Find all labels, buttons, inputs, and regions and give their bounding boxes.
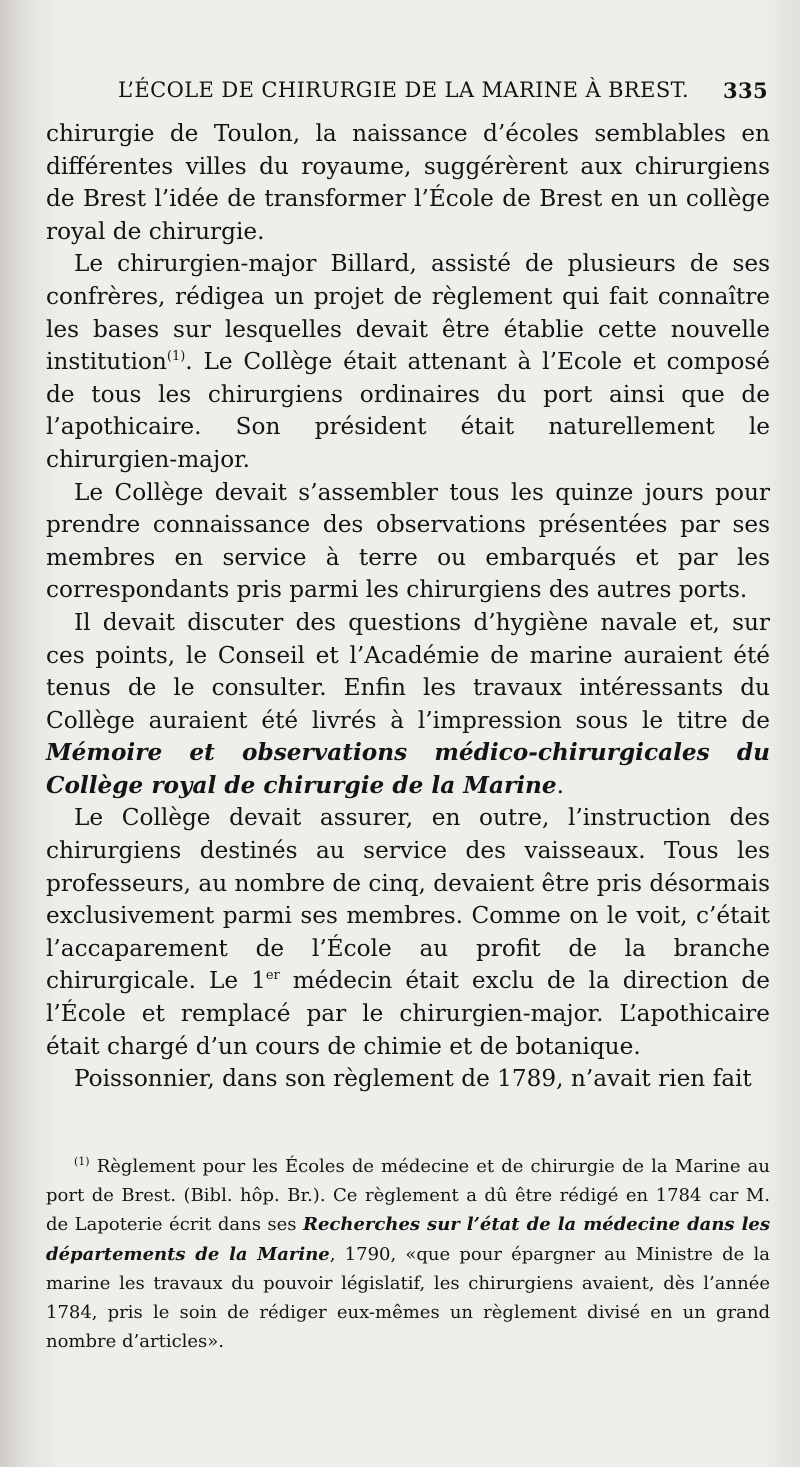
paragraph-2 — [46, 248, 770, 476]
paragraph-5-text-a: Le Collège devait assurer, en outre, l’instruction des chirurgiens destinés au service des vaisseaux. Tous les professeurs, au nombre de cinq, devaient être pris désormais exclusivement parmi ses membres. Comme on le voit, c’était l’accaparement de l’École au profit de la branche chirurgicale. Le 1 — [46, 804, 770, 995]
paragraph-4-text-a: Il devait discuter des questions d’hygiène navale et, sur ces points, le Conseil et l’Académie de marine auraient été tenus de le consulter. Enfin les travaux intéressants du Collège auraient été livrés à l’impression sous le titre de — [46, 608, 770, 734]
ordinal-superscript: er — [265, 968, 280, 984]
footnote-cited-title: Recherches sur l’état de la médecine dans les départements de la Marine — [46, 1214, 770, 1265]
paragraph-1: chirurgie de Toulon, la naissance d’écoles semblables en différentes villes du royaume, suggérèrent aux chirurgiens de Brest l’idée de transformer l’École de Brest en un collège royal de chirurgie. — [46, 120, 770, 245]
footnotes — [46, 1152, 770, 1356]
paragraph-2-text-a: Le chirurgien-major Billard, assisté de plusieurs de ses confrères, rédigea un projet de règlement qui fait connaître les bases sur lesquelles devait être établie cette nouvelle institution — [46, 250, 770, 376]
paragraph-6: Poissonnier, dans son règlement de 1789, n’avait rien fait — [74, 1065, 752, 1093]
page-header — [118, 78, 768, 108]
publication-title: Mémoire et observations médico-chirurgicales du Collège royal de chirurgie de la Marine — [46, 739, 770, 799]
paragraph-5 — [46, 802, 770, 1063]
paragraph-5-text-b: médecin était exclu de la direction de l’École et remplacé par le chirurgien-major. L’apothicaire était chargé d’un cours de chimie et de botanique. — [46, 967, 770, 1060]
footnote-text-a: Règlement pour les Écoles de médecine et de chirurgie de la Marine au port de Brest. (Bibl. hôp. Br.). Ce règlement a dû être rédigé en 1784 car M. de Lapoterie écrit dans ses — [46, 1156, 770, 1236]
paragraph-2-text-b: . Le Collège était attenant à l’Ecole et composé de tous les chirurgiens ordinaires du port ainsi que de l’apothicaire. Son président était naturellement le chirurgien-major. — [46, 348, 770, 473]
paragraph-4 — [46, 607, 770, 803]
page-number: 335 — [722, 78, 768, 103]
footnote-reference: (1) — [166, 349, 186, 365]
footnote-1 — [46, 1152, 770, 1356]
footnote-text-b: , 1790, «que pour épargner au Ministre de la marine les travaux du pouvoir législatif, les chirurgiens avaient, dès l’année 1784, pris le soin de rédiger eux-mêmes un règlement divisé en un grand nombre d’articles». — [46, 1243, 771, 1353]
paragraph-4-text-b: . — [556, 771, 564, 799]
footnote-marker: (1) — [74, 1155, 90, 1168]
paragraph-3: Le Collège devait s’assembler tous les quinze jours pour prendre connaissance des observations présentées par ses membres en service à terre ou embarqués et par les correspondants pris parmi les chirurgiens des autres ports. — [46, 478, 770, 604]
running-title: L’ÉCOLE DE CHIRURGIE DE LA MARINE À BREST. — [118, 78, 690, 102]
body-text — [46, 118, 770, 1096]
